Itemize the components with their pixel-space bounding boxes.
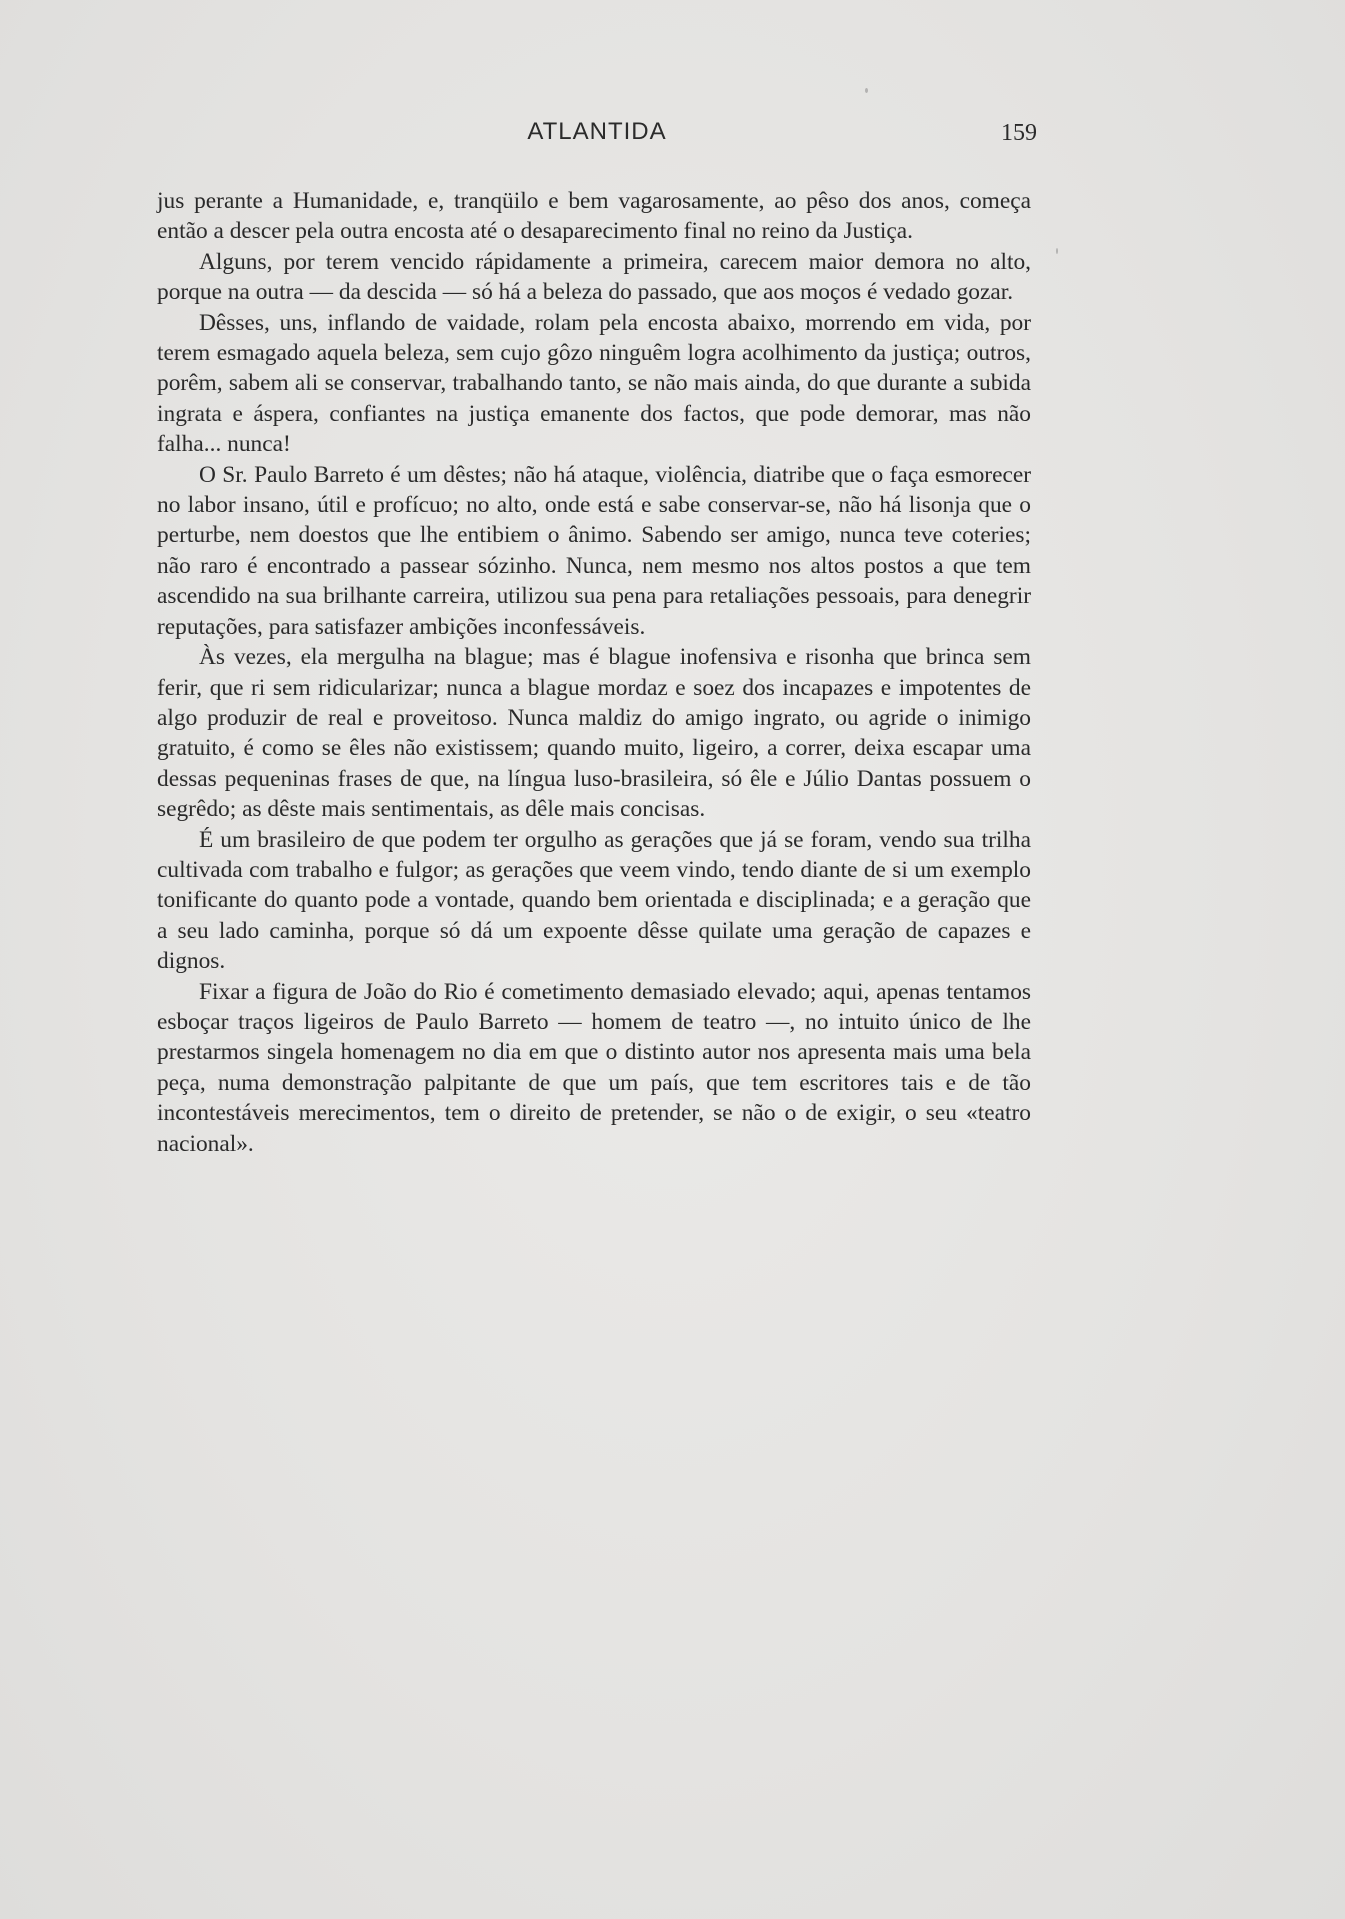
paragraph: O Sr. Paulo Barreto é um dêstes; não há ataque, violência, diatribe que o faça esmorecer no labor insano, útil e profícuo; no alto, onde está e sabe conservar-se, não há lisonja que o perturbe, nem doestos que lhe entibiem o ânimo. Sabendo ser amigo, nunca teve coteries; não raro é encontrado a passear sózinho. Nunca, nem mesmo nos altos postos a que tem ascendido na sua brilhante carreira, utilizou sua pena para retaliações pessoais, para denegrir reputações, para satisfazer ambições inconfessáveis.: [157, 461, 1031, 640]
body-text: [157, 186, 1031, 1159]
paper-speck: [1056, 248, 1058, 254]
paragraph: Às vezes, ela mergulha na blague; mas é blague inofensiva e risonha que brinca sem ferir, que ri sem ridicularizar; nunca a blague mordaz e soez dos incapazes e impotentes de algo produzir de real e proveitoso. Nunca maldiz do amigo ingrato, ou agride o inimigo gratuito, é como se êles não existissem; quando muito, ligeiro, a correr, deixa escapar uma dessas pequeninas frases de que, na língua luso-brasileira, só êle e Júlio Dantas possuem o segrêdo; as dêste mais sentimentais, as dêle mais concisas.: [157, 644, 1031, 823]
paragraph: jus perante a Humanidade, e, tranqüilo e bem vagarosamente, ao pêso dos anos, começa então a descer pela outra encosta até o desaparecimento final no reino da Justiça.: [157, 188, 1031, 245]
running-title: ATLANTIDA: [527, 118, 667, 145]
paragraph: É um brasileiro de que podem ter orgulho as gerações que já se foram, vendo sua trilha cultivada com trabalho e fulgor; as gerações que veem vindo, tendo diante de si um exemplo tonificante do quanto pode a vontade, quando bem orientada e disciplinada; e a geração que a seu lado caminha, porque só dá um expoente dêsse quilate uma geração de capazes e dignos.: [157, 826, 1031, 975]
paper-speck: [865, 88, 868, 93]
page-number: 159: [1001, 120, 1037, 146]
running-header: [157, 118, 1037, 154]
paragraph: Fixar a figura de João do Rio é cometimento demasiado elevado; aqui, apenas tentamos esboçar traços ligeiros de Paulo Barreto — homem de teatro —, no intuito único de lhe prestarmos singela homenagem no dia em que o distinto autor nos apresenta mais uma bela peça, numa demonstração palpitante de que um país, que tem escritores tais e de tão incontestáveis merecimentos, tem o direito de pretender, se não o de exigir, o seu «teatro nacional».: [157, 978, 1031, 1157]
paragraph: Alguns, por terem vencido rápidamente a primeira, carecem maior demora no alto, porque na outra — da descida — só há a beleza do passado, que aos moços é vedado gozar.: [157, 248, 1031, 306]
paragraph: Dêsses, uns, inflando de vaidade, rolam pela encosta abaixo, morrendo em vida, por terem esmagado aquela beleza, sem cujo gôzo ninguêm logra acolhimento da justiça; outros, porêm, sabem ali se conservar, trabalhando tanto, se não mais ainda, do que durante a subida ingrata e áspera, confiantes na justiça emanente dos factos, que pode demorar, mas não falha... nunca!: [157, 309, 1031, 458]
